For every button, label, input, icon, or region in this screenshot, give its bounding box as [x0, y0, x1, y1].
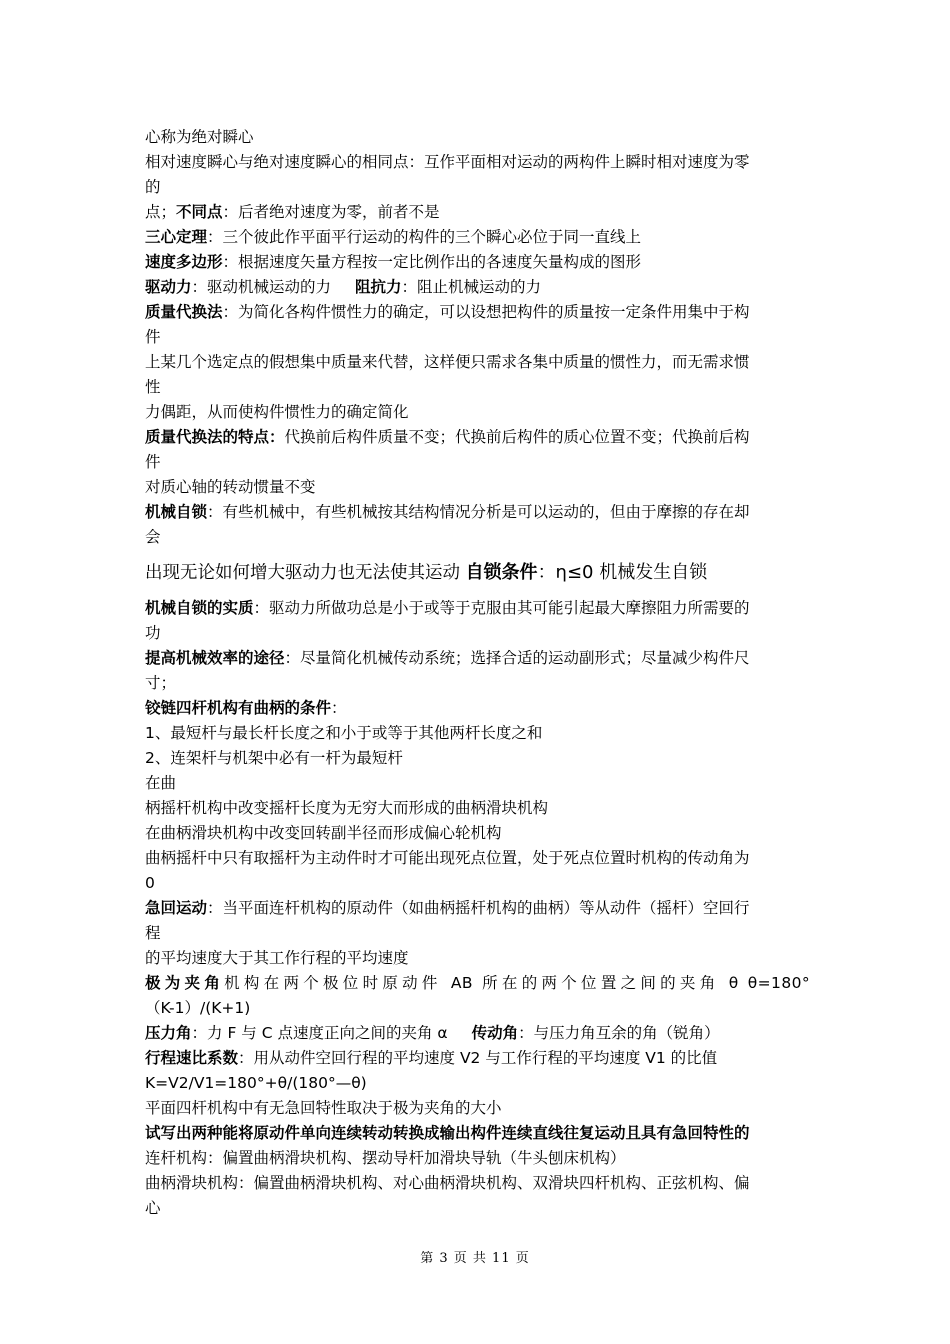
text-run: 在曲 [145, 774, 177, 792]
bold-term: 自锁条件 [465, 562, 538, 583]
text-line [145, 846, 810, 871]
text-line [145, 300, 810, 325]
text-run: ：驱动力所做功总是小于或等于克服由其可能引起最大摩擦阻力所需要的 [253, 599, 750, 617]
text-run: 在曲柄滑块机构中改变回转副半径而形成偏心轮机构 [145, 824, 502, 842]
text-line [145, 1121, 810, 1146]
text-line [145, 721, 810, 746]
text-run: ：有些机械中，有些机械按其结构情况分析是可以运动的，但由于摩擦的存在却 [207, 503, 750, 521]
text-line [145, 646, 810, 671]
text-run: ：力 F 与 C 点速度正向之间的夹角 α [191, 1024, 448, 1042]
text-line [145, 1196, 810, 1221]
page-body [145, 125, 810, 1221]
bold-term: 传动角 [471, 1024, 519, 1042]
text-line [145, 596, 810, 621]
bold-term: 机械自锁的实质 [145, 599, 254, 617]
text-run: 件 [145, 453, 161, 471]
text-run: ： [331, 699, 347, 717]
text-line [145, 350, 810, 375]
text-line [145, 150, 810, 175]
text-run: 代换前后构件质量不变；代换前后构件的质心位置不变；代换前后构 [284, 428, 750, 446]
bold-term: 试写出两种能将原动件单向连续转动转换成输出构件连续直线往复运动且具有急回特性的 [145, 1124, 750, 1142]
text-run: 出现无论如何增大驱动力也无法使其运动 [145, 563, 466, 583]
text-run: ：阻止机械运动的力 [401, 278, 542, 296]
text-line [145, 1146, 810, 1171]
text-run: ：与压力角互余的角（锐角） [518, 1024, 720, 1042]
text-run: 曲柄摇杆中只有取摇杆为主动件时才可能出现死点位置，处于死点位置时机构的传动角为 [145, 849, 750, 867]
text-run: 心 [145, 1199, 161, 1217]
text-line [145, 250, 810, 275]
text-line [145, 1071, 810, 1096]
text-run: ：当平面连杆机构的原动件（如曲柄摇杆机构的曲柄）等从动件（摇杆）空回行 [207, 899, 750, 917]
bold-term: 质量代换法的特点： [145, 428, 285, 446]
text-line [145, 125, 810, 150]
text-run: 功 [145, 624, 161, 642]
text-line [145, 1046, 810, 1071]
text-run: （K-1）/(K+1) [145, 999, 251, 1017]
text-line [145, 821, 810, 846]
text-line [145, 200, 810, 225]
bold-term: 急回运动 [145, 899, 208, 917]
text-line [145, 525, 810, 550]
bold-term: 速度多边形 [145, 253, 223, 271]
text-line [145, 971, 810, 996]
text-line [145, 500, 810, 525]
text-line [145, 996, 810, 1021]
bold-term: 压力角 [145, 1024, 192, 1042]
bold-term: 极为夹角 [145, 974, 225, 992]
text-run: 点； [145, 203, 177, 221]
text-line [145, 425, 810, 450]
text-line [145, 550, 810, 596]
text-run: ：三个彼此作平面平行运动的构件的三个瞬心必位于同一直线上 [207, 228, 642, 246]
text-run: ：尽量简化机械传动系统；选择合适的运动副形式；尽量减少构件尺 [284, 649, 750, 667]
text-line [145, 796, 810, 821]
text-line [145, 946, 810, 971]
text-run: 心称为绝对瞬心 [145, 128, 254, 146]
page-footer: 第 3 页 共 11 页 [420, 1251, 530, 1266]
text-line [145, 771, 810, 796]
text-line [145, 375, 810, 400]
text-run: 曲柄滑块机构：偏置曲柄滑块机构、对心曲柄滑块机构、双滑块四杆机构、正弦机构、偏 [145, 1174, 750, 1192]
text-run: 对质心轴的转动惯量不变 [145, 478, 316, 496]
text-run: 平面四杆机构中有无急回特性取决于极为夹角的大小 [145, 1099, 502, 1117]
text-line [145, 450, 810, 475]
text-line [145, 275, 810, 300]
text-run: 力偶距，从而使构件惯性力的确定简化 [145, 403, 409, 421]
text-line [145, 225, 810, 250]
text-line [145, 1171, 810, 1196]
text-line [145, 921, 810, 946]
bold-term: 阻抗力 [355, 278, 402, 296]
text-line [145, 621, 810, 646]
text-run: 2、连架杆与机架中必有一杆为最短杆 [145, 749, 403, 767]
text-line [145, 696, 810, 721]
text-run: ：为简化各构件惯性力的确定，可以设想把构件的质量按一定条件用集中于构 [222, 303, 750, 321]
text-run: 的平均速度大于其工作行程的平均速度 [145, 949, 409, 967]
text-run: ：η≤0 机械发生自锁 [537, 562, 708, 583]
text-line [145, 671, 810, 696]
text-run: 上某几个选定点的假想集中质量来代替，这样便只需求各集中质量的惯性力，而无需求惯 [145, 353, 750, 371]
bold-term: 不同点 [176, 203, 223, 221]
text-line [145, 1096, 810, 1121]
bold-term: 铰链四杆机构有曲柄的条件 [145, 699, 332, 717]
text-line [145, 896, 810, 921]
text-run: 柄摇杆机构中改变摇杆长度为无穷大而形成的曲柄滑块机构 [145, 799, 549, 817]
text-run: 连杆机构：偏置曲柄滑块机构、摆动导杆加滑块导轨（牛头刨床机构） [145, 1149, 626, 1167]
text-run: 机构在两个极位时原动件 AB 所在的两个位置之间的夹角 θ θ=180° [224, 974, 810, 992]
text-run: 寸； [145, 674, 177, 692]
text-run: ：根据速度矢量方程按一定比例作出的各速度矢量构成的图形 [222, 253, 642, 271]
text-run: 0 [145, 874, 155, 892]
text-line [145, 746, 810, 771]
bold-term: 驱动力 [145, 278, 192, 296]
text-line [145, 175, 810, 200]
text-line [145, 871, 810, 896]
bold-term: 提高机械效率的途径 [145, 649, 285, 667]
bold-term: 三心定理 [145, 228, 208, 246]
bold-term: 机械自锁 [145, 503, 208, 521]
text-line [145, 1021, 810, 1046]
text-line [145, 400, 810, 425]
text-line [145, 475, 810, 500]
text-run: 的 [145, 178, 161, 196]
bold-term: 行程速比系数 [145, 1049, 239, 1067]
text-run: 件 [145, 328, 161, 346]
text-run: ：用从动件空回行程的平均速度 V2 与工作行程的平均速度 V1 的比值 [238, 1049, 718, 1067]
text-run: 程 [145, 924, 161, 942]
text-run: 性 [145, 378, 161, 396]
bold-term: 质量代换法 [145, 303, 223, 321]
text-run: 1、最短杆与最长杆长度之和小于或等于其他两杆长度之和 [145, 724, 543, 742]
text-run: ：驱动机械运动的力 [191, 278, 332, 296]
text-line [145, 325, 810, 350]
text-run: 会 [145, 528, 161, 546]
text-run: 相对速度瞬心与绝对速度瞬心的相同点：互作平面相对运动的两构件上瞬时相对速度为零 [145, 153, 750, 171]
text-run: ：后者绝对速度为零，前者不是 [222, 203, 440, 221]
text-run: K=V2/V1=180°+θ/(180°—θ) [145, 1074, 367, 1092]
